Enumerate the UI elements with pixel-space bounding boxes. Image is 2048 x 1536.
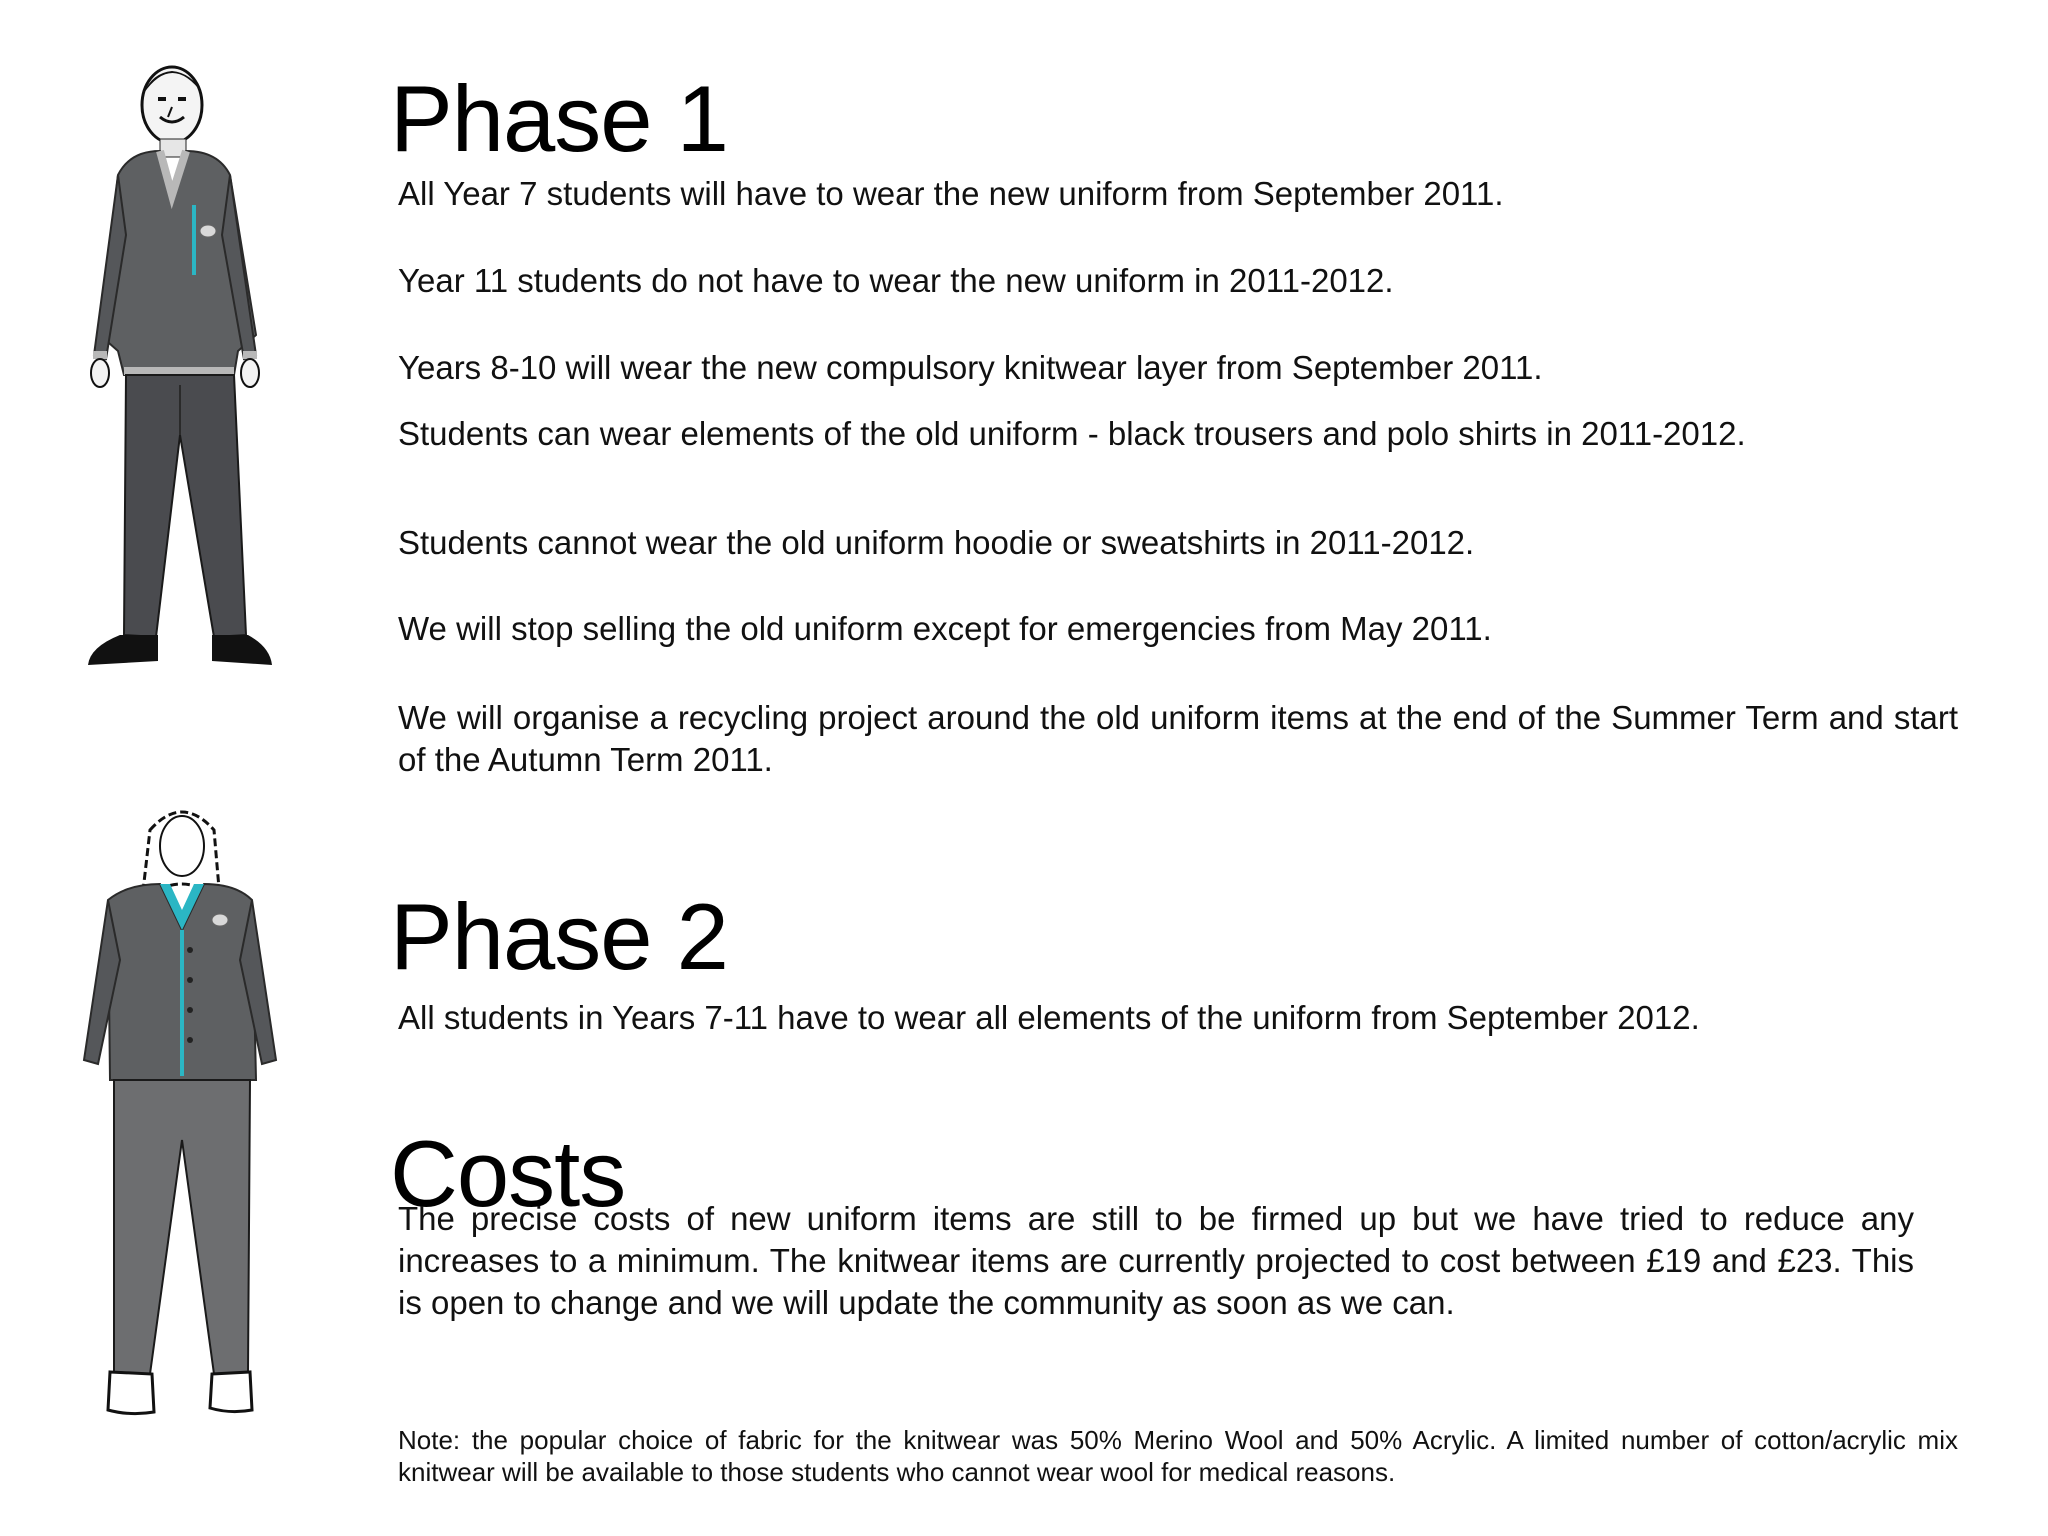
phase-1-item: We will organise a recycling project around the old uniform items at the end of the Summer Term and start of the Autumn Term 2011. [398,699,1958,778]
phase-1-item: All Year 7 students will have to wear the new uniform from September 2011. [398,175,1504,212]
phase-1-heading: Phase 1 [390,66,728,171]
costs-heading: Costs [390,1121,626,1226]
phase-2-heading: Phase 2 [390,884,728,989]
fabric-note: Note: the popular choice of fabric for the knitwear was 50% Merino Wool and 50% Acrylic. A limited number of cotton/acrylic mix knitwear will be available to those students who cannot wear wool for medical reasons. [398,1425,1958,1487]
boy-uniform-illustration [60,55,290,685]
phase-1-item: Year 11 students do not have to wear the new uniform in 2011-2012. [398,262,1394,299]
girl-uniform-illustration [80,800,280,1440]
phase-1-item: Students can wear elements of the old uniform - black trousers and polo shirts in 2011-2012. [398,415,1746,452]
phase-2-item: All students in Years 7-11 have to wear all elements of the uniform from September 2012. [398,999,1700,1036]
phase-1-item: Years 8-10 will wear the new compulsory knitwear layer from September 2011. [398,349,1543,386]
phase-1-item: We will stop selling the old uniform except for emergencies from May 2011. [398,610,1492,647]
costs-body: The precise costs of new uniform items are still to be firmed up but we have tried to reduce any increases to a minimum. The knitwear items are currently projected to cost between £19 and £23. This is open to change and we will update the community as soon as we can. [398,1200,1914,1321]
phase-1-item: Students cannot wear the old uniform hoodie or sweatshirts in 2011-2012. [398,524,1475,561]
